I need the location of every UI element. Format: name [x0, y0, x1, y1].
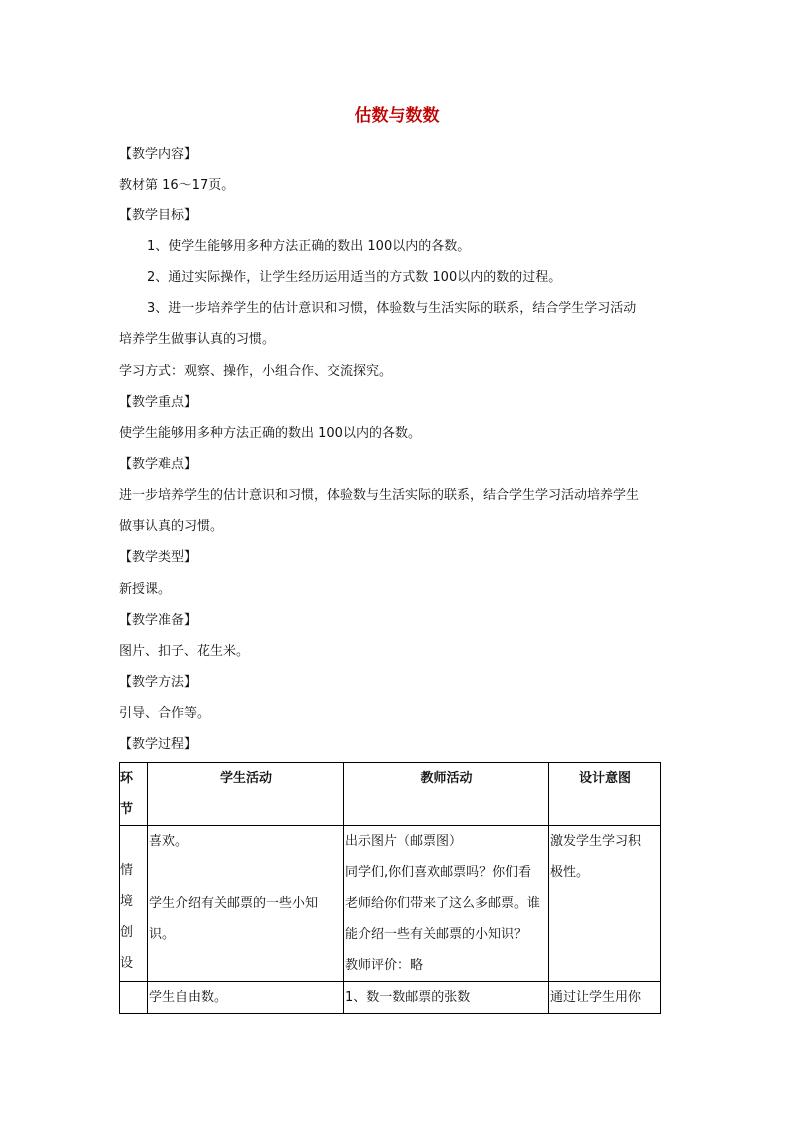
header-student-activity: 学生活动: [148, 763, 344, 826]
goal-1: 1、使学生能够用多种方法正确的数出 100以内的各数。: [147, 239, 471, 254]
table-row: [120, 826, 661, 982]
student-text-3: 识。: [149, 927, 176, 942]
intent-text-1: 通过让学生用你: [550, 990, 642, 1005]
prep-heading: 【教学准备】: [119, 613, 198, 628]
teacher-activity-cell: [344, 826, 549, 982]
intent-text-2: 极性。: [550, 865, 590, 880]
teacher-text-4: 能介绍一些有关邮票的小知识？: [345, 927, 528, 942]
goal-3-line-2: 培养学生做事认真的习惯。: [119, 332, 276, 347]
prep-text: 图片、扣子、花生米。: [119, 644, 250, 659]
student-text-1: 喜欢。: [149, 834, 189, 849]
content-heading: 【教学内容】: [119, 147, 198, 162]
key-text: 使学生能够用多种方法正确的数出 100以内的各数。: [119, 426, 421, 441]
stage-char-1: 情: [120, 863, 134, 878]
header-stage: [120, 763, 148, 826]
study-method: 学习方式：观察、操作，小组合作、交流探究。: [119, 364, 393, 379]
stage-cell: [120, 826, 148, 982]
stage-char-4: 设: [120, 956, 134, 971]
teacher-text-1: 1、数一数邮票的张数: [345, 990, 471, 1005]
stage-char-3: 创: [120, 925, 134, 940]
header-stage-char-2: 节: [120, 802, 134, 817]
document-title: 估数与数数: [354, 106, 440, 126]
type-heading: 【教学类型】: [119, 550, 198, 565]
student-activity-cell: [148, 982, 344, 1014]
content-text: 教材第 16～17页。: [119, 178, 235, 193]
difficult-text-line-2: 做事认真的习惯。: [119, 519, 224, 534]
type-text: 新授课。: [119, 582, 172, 597]
goal-2: 2、通过实际操作，让学生经历运用适当的方式数 100以内的数的过程。: [147, 270, 562, 285]
stage-cell: [120, 982, 148, 1014]
teacher-text-3: 老师给你们带来了这么多邮票。谁: [345, 896, 541, 911]
goal-3-line-1: 3、进一步培养学生的估计意识和习惯，体验数与生活实际的联系，结合学生学习活动: [147, 301, 637, 316]
method-text: 引导、合作等。: [119, 706, 211, 721]
intent-text-1: 激发学生学习积: [550, 834, 642, 849]
stage-char-2: 境: [120, 894, 134, 909]
header-design-intent: 设计意图: [549, 763, 661, 826]
process-table: [119, 762, 661, 1014]
teacher-text-1: 出示图片（邮票图）: [345, 834, 463, 849]
teacher-text-5: 教师评价：略: [345, 958, 424, 973]
key-heading: 【教学重点】: [119, 395, 198, 410]
teacher-activity-cell: [344, 982, 549, 1014]
student-activity-cell: [148, 826, 344, 982]
goals-heading: 【教学目标】: [119, 208, 198, 223]
difficult-heading: 【教学难点】: [119, 457, 198, 472]
difficult-text-line-1: 进一步培养学生的估计意识和习惯，体验数与生活实际的联系，结合学生学习活动培养学生: [119, 488, 640, 503]
student-text-1: 学生自由数。: [149, 990, 228, 1005]
teacher-text-2: 同学们,你们喜欢邮票吗？你们看: [345, 865, 532, 880]
process-heading: 【教学过程】: [119, 737, 198, 752]
header-stage-char-1: 环: [120, 771, 134, 786]
design-intent-cell: [549, 982, 661, 1014]
table-header-row: [120, 763, 661, 826]
table-row: [120, 982, 661, 1014]
method-heading: 【教学方法】: [119, 675, 198, 690]
header-teacher-activity: 教师活动: [344, 763, 549, 826]
student-text-2: 学生介绍有关邮票的一些小知: [149, 896, 319, 911]
design-intent-cell: [549, 826, 661, 982]
